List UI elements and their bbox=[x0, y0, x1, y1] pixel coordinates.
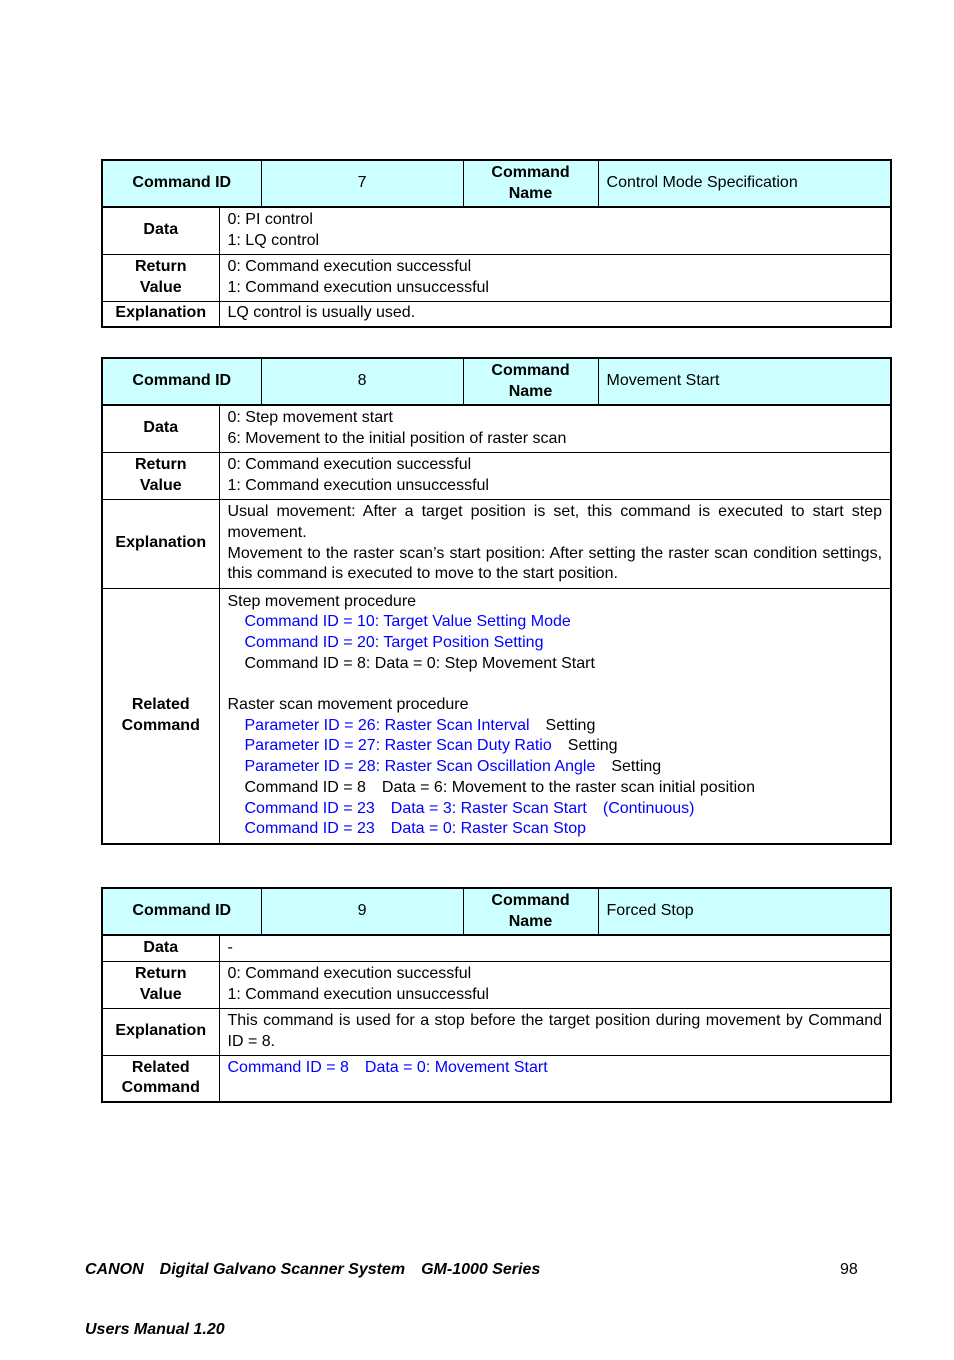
link-command-id-20[interactable]: Command ID = 20: Target Position Setting bbox=[244, 633, 544, 651]
command-table-8 bbox=[101, 357, 892, 845]
command-name-value: Control Mode Specification bbox=[598, 160, 891, 207]
setting-suffix: Setting bbox=[567, 737, 618, 755]
related-command-list bbox=[219, 588, 891, 844]
return-value-label: Return Value bbox=[102, 452, 219, 499]
step-procedure-title: Step movement procedure bbox=[227, 592, 417, 610]
link-parameter-id-26[interactable]: Parameter ID = 26: Raster Scan Interval bbox=[244, 716, 530, 734]
command-table-7 bbox=[101, 159, 892, 328]
explanation-text: This command is used for a stop before the target position during movement by Command ID = 8. bbox=[219, 1008, 891, 1055]
related-command-label: Related Command bbox=[102, 588, 219, 844]
setting-suffix: Setting bbox=[611, 758, 662, 776]
return-value-label: Return Value bbox=[102, 961, 219, 1008]
footer-manual-version: Users Manual 1.20 bbox=[85, 1321, 225, 1338]
explanation-paragraph: Usual movement: After a target position is set, this command is executed to start step movement. bbox=[227, 503, 883, 541]
raster-procedure-title: Raster scan movement procedure bbox=[227, 696, 469, 714]
return-value-label: Return Value bbox=[102, 254, 219, 301]
data-label: Data bbox=[102, 935, 219, 961]
return-value: 0: Command execution successful 1: Command execution unsuccessful bbox=[219, 961, 891, 1008]
command-table-9 bbox=[101, 887, 892, 1103]
link-raster-scan-start[interactable]: Command ID = 23 Data = 3: Raster Scan Start (Continuous) bbox=[244, 799, 695, 817]
link-raster-scan-stop[interactable]: Command ID = 23 Data = 0: Raster Scan Stop bbox=[244, 820, 587, 838]
command-id-label: Command ID bbox=[102, 358, 261, 405]
link-command-id-10[interactable]: Command ID = 10: Target Value Setting Mode bbox=[244, 613, 571, 631]
link-parameter-id-28[interactable]: Parameter ID = 28: Raster Scan Oscillation Angle bbox=[244, 758, 596, 776]
command-name-value: Movement Start bbox=[598, 358, 891, 405]
data-value: - bbox=[219, 935, 891, 961]
footer-product-line: CANON Digital Galvano Scanner System GM-1000 Series bbox=[85, 1261, 541, 1278]
page-number: 98 bbox=[840, 1261, 858, 1278]
explanation-label: Explanation bbox=[102, 301, 219, 327]
data-value: 0: PI control 1: LQ control bbox=[219, 207, 891, 254]
explanation-label: Explanation bbox=[102, 499, 219, 588]
command-id-value: 7 bbox=[261, 160, 463, 207]
explanation-text: LQ control is usually used. bbox=[219, 301, 891, 327]
explanation-paragraph: Movement to the raster scan’s start position: After setting the raster scan condition settings, this command is executed to move to the start position. bbox=[227, 544, 883, 583]
command-id-label: Command ID bbox=[102, 888, 261, 935]
footer bbox=[85, 1220, 540, 1360]
related-command-list bbox=[219, 1055, 891, 1102]
data-label: Data bbox=[102, 405, 219, 452]
step-movement-start-line: Command ID = 8: Data = 0: Step Movement Start bbox=[244, 654, 595, 672]
return-value: 0: Command execution successful 1: Command execution unsuccessful bbox=[219, 254, 891, 301]
command-name-label: Command Name bbox=[463, 358, 598, 405]
command-id-label: Command ID bbox=[102, 160, 261, 207]
data-label: Data bbox=[102, 207, 219, 254]
raster-initial-position-line: Command ID = 8 Data = 6: Movement to the raster scan initial position bbox=[244, 778, 755, 796]
explanation-label: Explanation bbox=[102, 1008, 219, 1055]
command-id-value: 8 bbox=[261, 358, 463, 405]
link-parameter-id-27[interactable]: Parameter ID = 27: Raster Scan Duty Ratio bbox=[244, 737, 552, 755]
data-value: 0: Step movement start 6: Movement to the initial position of raster scan bbox=[219, 405, 891, 452]
return-value: 0: Command execution successful 1: Command execution unsuccessful bbox=[219, 452, 891, 499]
command-name-label: Command Name bbox=[463, 160, 598, 207]
related-command-label: Related Command bbox=[102, 1055, 219, 1102]
command-id-value: 9 bbox=[261, 888, 463, 935]
link-command-id-8[interactable]: Command ID = 8 Data = 0: Movement Start bbox=[227, 1058, 548, 1076]
setting-suffix: Setting bbox=[545, 716, 596, 734]
command-name-label: Command Name bbox=[463, 888, 598, 935]
explanation-text bbox=[219, 499, 891, 588]
command-name-value: Forced Stop bbox=[598, 888, 891, 935]
